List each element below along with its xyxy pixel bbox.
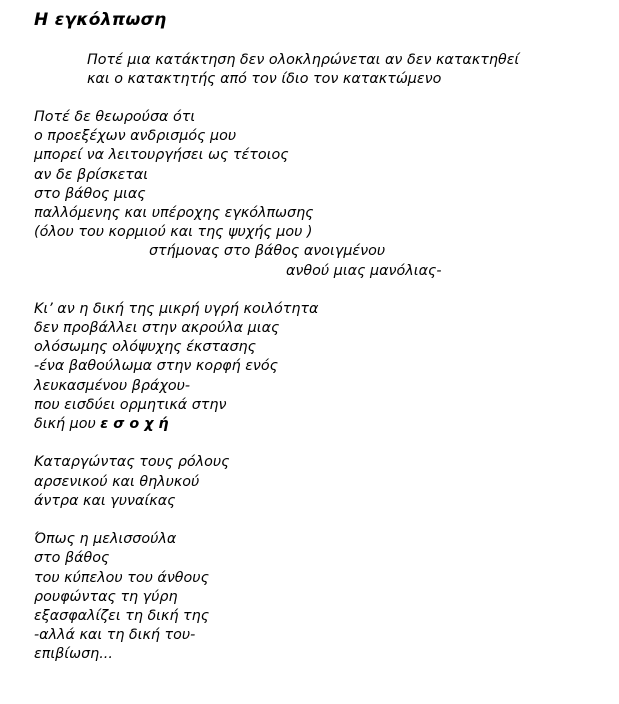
poem-line: (όλου του κορμιού και της ψυχής μου ) bbox=[34, 224, 313, 241]
stanza-4 bbox=[34, 530, 442, 664]
poem-line: επιβίωση... bbox=[34, 646, 113, 663]
poem-line: Κι’ αν η δική της μικρή υγρή κοιλότητα bbox=[34, 300, 319, 317]
poem-line: μπορεί να λειτουργήσει ως τέτοιος bbox=[34, 147, 289, 164]
stanza-3 bbox=[34, 453, 442, 511]
poem-line: -ένα βαθούλωμα στην κορφή ενός bbox=[34, 358, 279, 375]
poem-line: -αλλά και τη δική του- bbox=[34, 627, 196, 644]
poem-line: αρσενικού και θηλυκού bbox=[34, 473, 200, 490]
poem-line: αν δε βρίσκεται bbox=[34, 166, 149, 183]
poem-line: παλλόμενης και υπέροχης εγκόλπωσης bbox=[34, 204, 314, 221]
poem-line-indented: στήμονας στο βάθος ανοιγμένου bbox=[149, 243, 386, 260]
poem-line: στο βάθος μιας bbox=[34, 185, 146, 202]
stanza-1 bbox=[34, 108, 442, 281]
poem-line: του κύπελου του άνθους bbox=[34, 569, 209, 586]
poem-line-prefix: δική μου bbox=[34, 416, 101, 432]
poem-line: στο βάθος bbox=[34, 550, 110, 567]
emphasized-word: εσοχή bbox=[100, 416, 174, 432]
epigraph bbox=[87, 52, 519, 90]
poem-title: Η εγκόλπωση bbox=[34, 10, 167, 30]
poem-line: Ποτέ δε θεωρούσα ότι bbox=[34, 109, 196, 125]
stanza-gap bbox=[34, 434, 442, 453]
poem-line: εξασφαλίζει τη δική της bbox=[34, 607, 210, 624]
stanza-2 bbox=[34, 300, 442, 434]
epigraph-line: και ο κατακτητής από τον ίδιο τον κατακτώμενο bbox=[87, 71, 442, 88]
poem-body bbox=[34, 108, 442, 664]
poem-line: που εισδύει ορμητικά στην bbox=[34, 396, 227, 413]
poem-line: Όπως η μελισσούλα bbox=[34, 531, 177, 548]
epigraph-line: Ποτέ μια κατάκτηση δεν ολοκληρώνεται αν δεν κατακτηθεί bbox=[87, 52, 520, 68]
poem-line: λευκασμένου βράχου- bbox=[34, 377, 191, 394]
poem-line-indented: ανθού μιας μανόλιας- bbox=[286, 262, 442, 279]
poem-line: Καταργώντας τους ρόλους bbox=[34, 454, 230, 471]
poem-line: ο προεξέχων ανδρισμός μου bbox=[34, 128, 237, 145]
poem-line: ρουφώντας τη γύρη bbox=[34, 588, 178, 605]
stanza-gap bbox=[34, 281, 442, 300]
poem-line: δεν προβάλλει στην ακρούλα μιας bbox=[34, 320, 280, 337]
poem-line bbox=[34, 415, 442, 434]
poem-line: ολόσωμης ολόψυχης έκστασης bbox=[34, 339, 256, 356]
poem-line: άντρα και γυναίκας bbox=[34, 492, 176, 509]
stanza-gap bbox=[34, 511, 442, 530]
